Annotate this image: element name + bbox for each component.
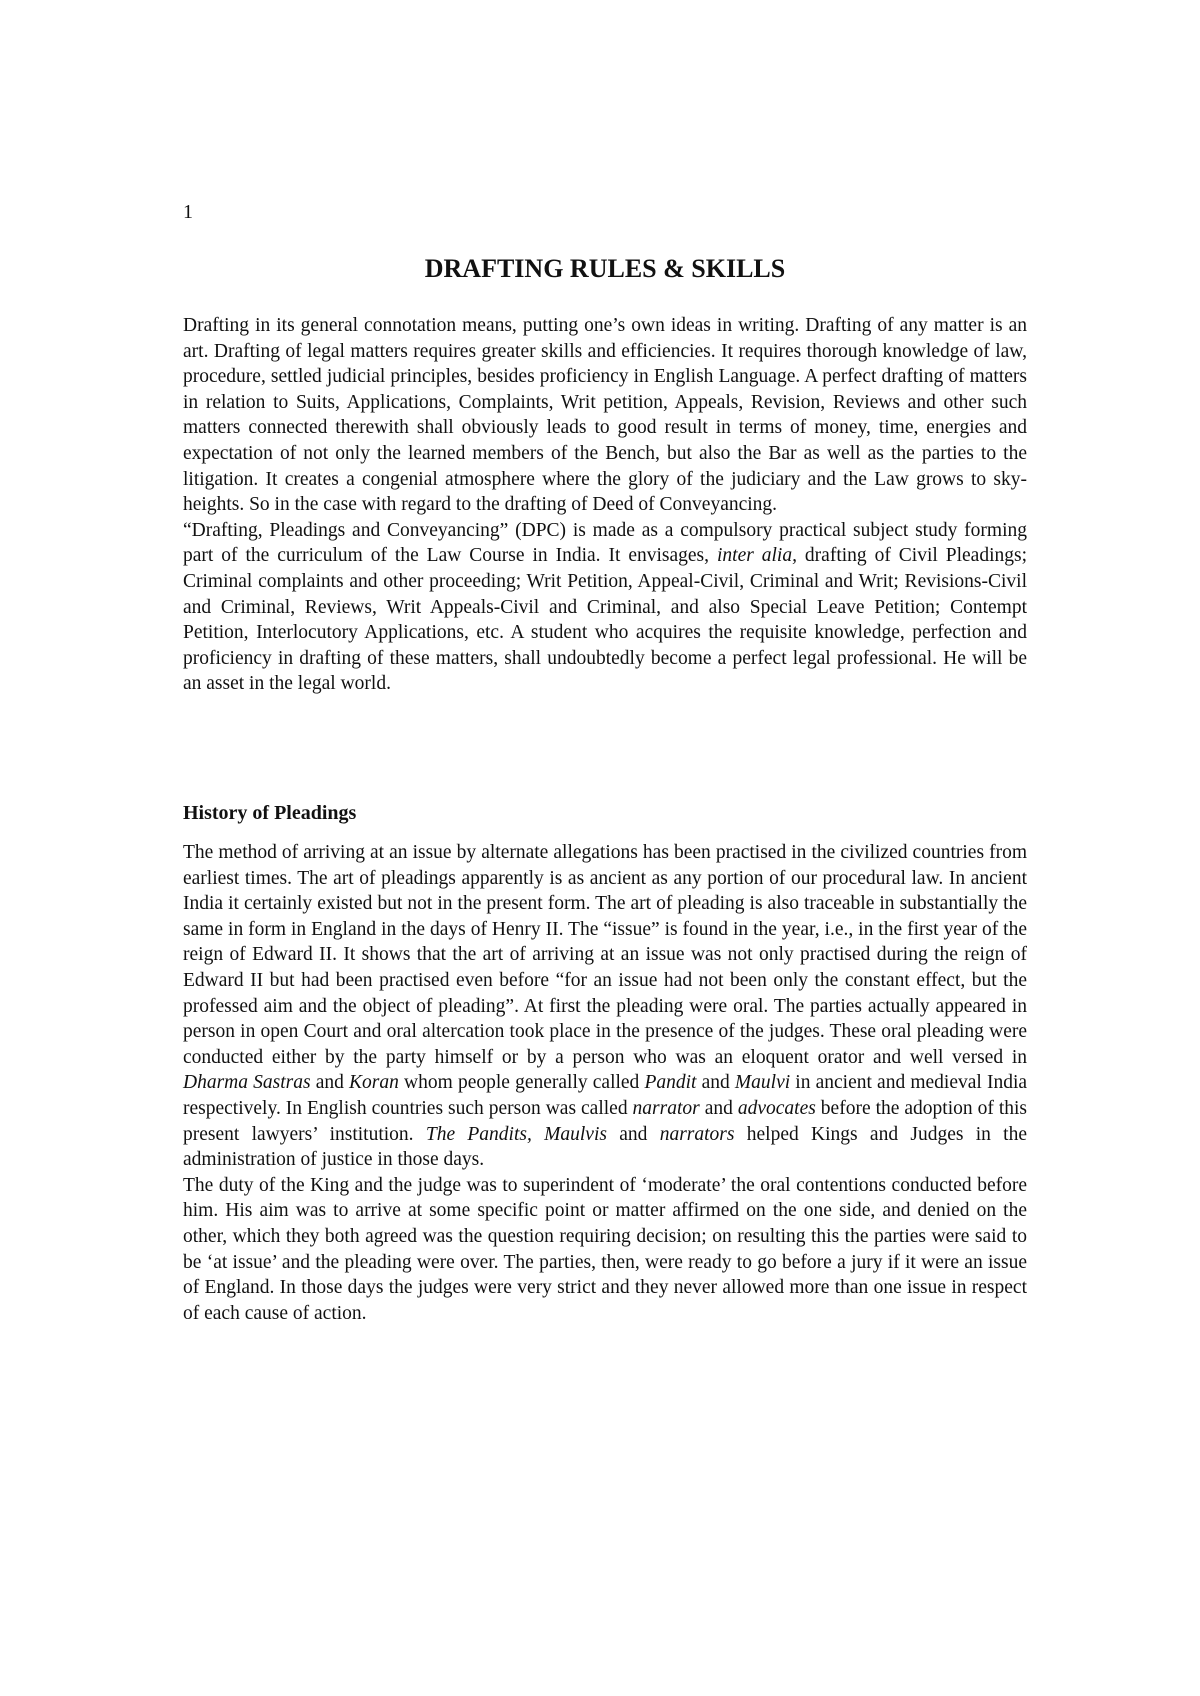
history-emphasis-pandits-maulvis: The Pandits, Maulvis [425, 1123, 607, 1145]
history-text-f: and [699, 1097, 738, 1119]
page-title: DRAFTING RULES & SKILLS [424, 254, 786, 283]
intro-section [183, 313, 1027, 697]
history-paragraph-2: The duty of the King and the judge was to superindent of ‘moderate’ the oral contentions conducted before him. His aim was to arrive at some specific point or matter affirmed on the one side, and denied on the other, which they both agreed was the question requiring decision; on resulting this the parties were said to be ‘at issue’ and the pleading were over. The parties, then, were ready to go before a jury if it were an issue of England. In those days the judges were very strict and they never allowed more than one issue in respect of each cause of action. [183, 1174, 1027, 1324]
history-emphasis-dharma-sastras: Dharma Sastras [183, 1072, 311, 1094]
intro-paragraph-1: Drafting in its general connotation means, putting one’s own ideas in writing. Drafting of any matter is an art. Drafting of legal matters requires greater skills and efficiencies. It requires thorough knowledge of law, procedure, settled judicial principles, besides proficiency in English Language. A perfect drafting of matters in relation to Suits, Applications, Complaints, Writ petition, Appeals, Revision, Reviews and other such matters connected therewith shall obviously leads to good result in terms of money, time, energies and expectation of not only the learned members of the Bench, but also the Bar as well as the parties to the litigation. It creates a congenial atmosphere where the glory of the judiciary and the Law grows to sky-heights. So in the case with regard to the drafting of Deed of Conveyancing. [183, 315, 1027, 516]
history-text-d: and [696, 1072, 735, 1094]
page-number: 1 [183, 201, 193, 223]
intro-paragraph-2-text-a: “Drafting, Pleadings and Conveyancing” (DPC) is made as a compulsory practical subject study forming part of the curriculum of the Law Course in India. It envisages, [183, 519, 1027, 567]
history-text-a: The method of arriving at an issue by alternate allegations has been practised in the civilized countries from earliest times. The art of pleadings apparently is as ancient as any portion of our procedural law. In ancient India it certainly existed but not in the present form. The art of pleading is also traceable in substantially the same in form in England in the days of Henry II. The “issue” is found in the year, i.e., in the first year of the reign of Edward II. It shows that the art of arriving at an issue was not only practised during the reign of Edward II but had been practised even before “for an issue had not been only the constant effect, but the professed aim and the object of pleading”. At first the pleading were oral. The parties actually appeared in person in open Court and oral altercation took place in the presence of the judges. These oral pleading were conducted either by the party himself or by a person who was an eloquent orator and well versed in [183, 842, 1027, 1068]
history-text-i: helped Kings and Judges in the administration of justice in those days. [183, 1123, 1028, 1171]
history-text-g: before the adoption of this present lawyers’ institution. [183, 1097, 1027, 1145]
history-section [183, 840, 1027, 1326]
history-text-h: and [606, 1123, 660, 1145]
history-emphasis-narrator: narrator [632, 1097, 700, 1119]
history-paragraph-1 [183, 840, 1027, 1173]
history-emphasis-pandit: Pandit [644, 1072, 697, 1094]
history-emphasis-advocates: advocates [737, 1097, 816, 1119]
intro-paragraph-2-text-b: drafting of Civil Pleadings; Criminal complaints and other proceeding; Writ Petition, Appeal-Civil, Criminal and Writ; Revisions-Civil and Criminal, Reviews, Writ Appeals-Civil and Criminal, and also Special Leave Petition; Contempt Petition, Interlocutory Applications, etc. A student who acquires the requisite knowledge, perfection and proficiency in drafting of these matters, shall undoubtedly become a perfect legal professional. He will be an asset in the legal world. [183, 545, 1028, 695]
intro-paragraph-2-emphasis: inter alia, [716, 545, 797, 567]
section-heading-history: History of Pleadings [183, 802, 357, 824]
history-text-e: in ancient and medieval India respectively. In English countries such person was called [183, 1072, 1028, 1119]
intro-paragraph-2 [183, 518, 1027, 697]
history-emphasis-koran: Koran [349, 1072, 399, 1094]
history-text-b: and [310, 1072, 350, 1094]
history-emphasis-narrators: narrators [659, 1123, 735, 1145]
history-text-c: whom people generally called [398, 1072, 645, 1094]
history-emphasis-maulvi: Maulvi [734, 1072, 791, 1094]
